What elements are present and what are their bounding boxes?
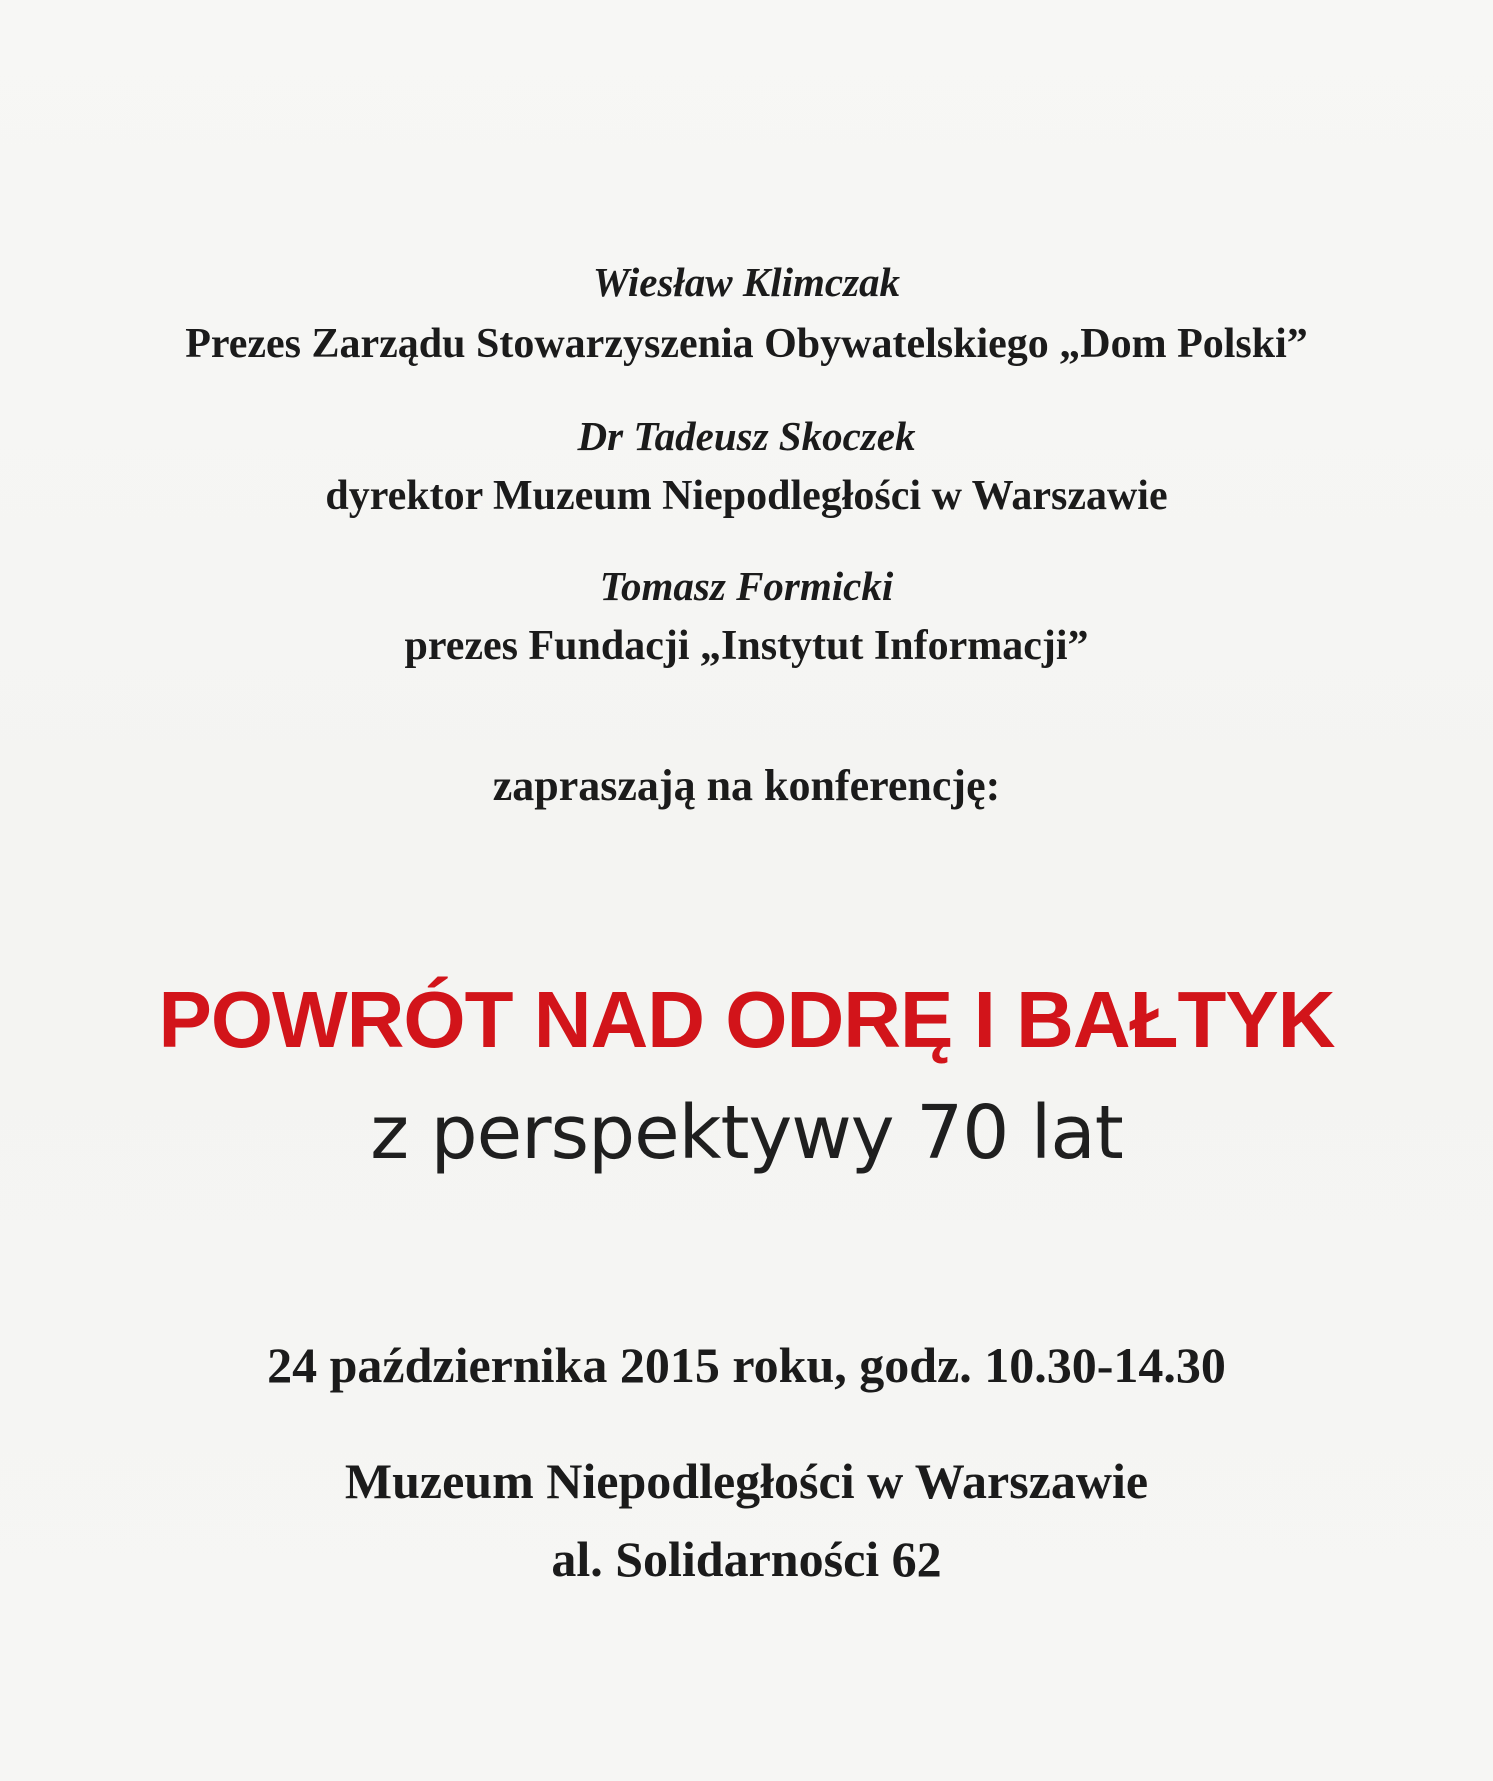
host-2-name: Dr Tadeusz Skoczek bbox=[577, 413, 916, 459]
host-3-role: prezes Fundacji „Instytut Informacji” bbox=[404, 623, 1089, 669]
host-1-name: Wiesław Klimczak bbox=[592, 259, 901, 305]
event-venue: Muzeum Niepodległości w Warszawie bbox=[344, 1453, 1149, 1509]
host-3-name: Tomasz Formicki bbox=[599, 563, 894, 609]
invitation-text: zapraszają na konferencję: bbox=[492, 761, 1001, 810]
conference-title: POWRÓT NAD ODRĘ I BAŁTYK bbox=[158, 975, 1335, 1064]
host-1-role: Prezes Zarządu Stowarzyszenia Obywatelskiego „Dom Polski” bbox=[185, 321, 1308, 367]
event-address: al. Solidarności 62 bbox=[551, 1531, 942, 1587]
conference-subtitle: z perspektywy 70 lat bbox=[370, 1090, 1123, 1176]
event-datetime: 24 października 2015 roku, godz. 10.30-14.30 bbox=[267, 1337, 1226, 1393]
host-2-role: dyrektor Muzeum Niepodległości w Warszawie bbox=[325, 473, 1168, 519]
